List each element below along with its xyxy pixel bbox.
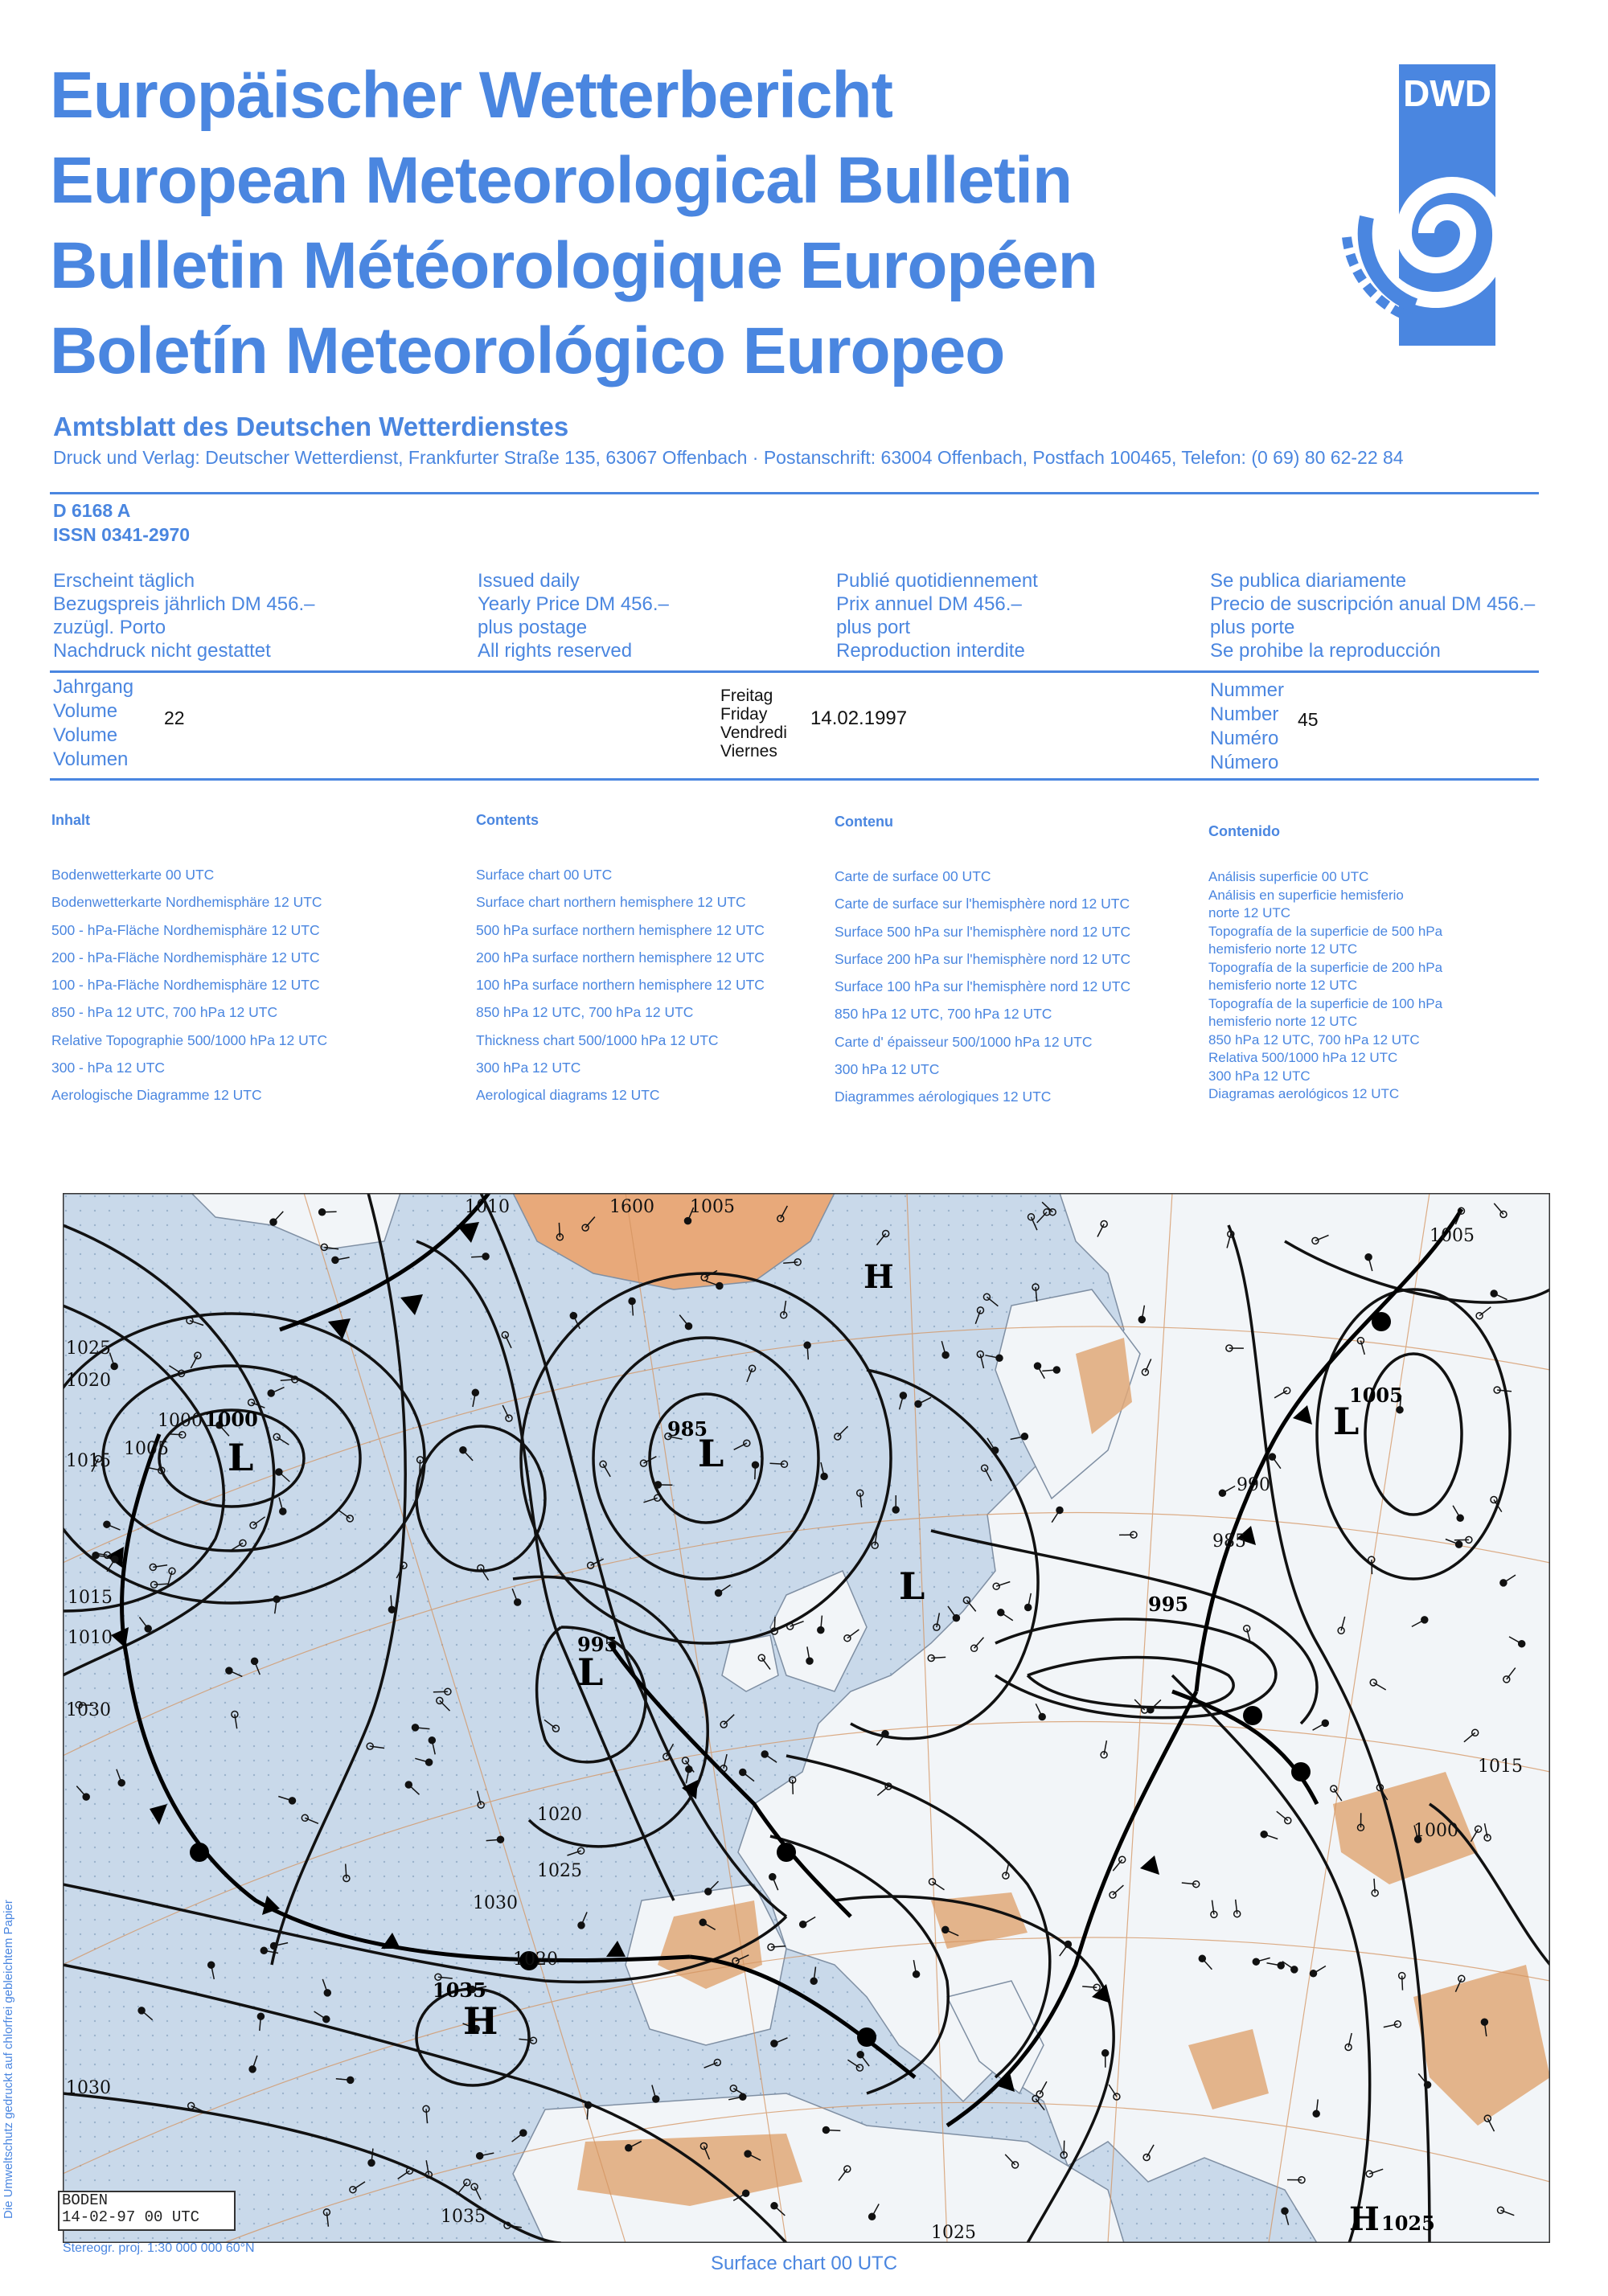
contents-item: Topografía de la superficie de 200 hPa bbox=[1208, 959, 1443, 975]
warm-front-semicircle bbox=[190, 1843, 209, 1862]
contents-item: Bodenwetterkarte Nordhemisphäre 12 UTC bbox=[51, 894, 322, 911]
issue-info-line: Publié quotidiennement bbox=[836, 570, 1038, 592]
low-pressure-center: L bbox=[1333, 1400, 1360, 1443]
day-label: Vendredi bbox=[720, 724, 787, 742]
high-pressure-center: H bbox=[1349, 2200, 1380, 2238]
high-pressure-center: H bbox=[863, 1258, 894, 1296]
pressure-center-value: 995 bbox=[577, 1633, 618, 1656]
contents-item: Carte de surface 00 UTC bbox=[835, 868, 991, 884]
low-pressure-center: L bbox=[228, 1436, 254, 1479]
isobar-label: 990 bbox=[1237, 1475, 1270, 1495]
pressure-center-value: 1000 bbox=[204, 1408, 258, 1431]
warm-front-semicircle bbox=[857, 2027, 876, 2047]
isobar-label: 1030 bbox=[66, 2078, 111, 2098]
warm-front-semicircle bbox=[777, 1843, 796, 1862]
isobar-label: 1020 bbox=[537, 1805, 582, 1825]
contents-item: 300 hPa 12 UTC bbox=[1208, 1068, 1311, 1084]
title-english: European Meteorological Bulletin bbox=[50, 144, 1073, 217]
volume-label: Volumen bbox=[53, 748, 129, 770]
issue-number: 45 bbox=[1298, 709, 1319, 730]
isobar-label: 1020 bbox=[66, 1371, 111, 1391]
contents-item: Topografía de la superficie de 100 hPa bbox=[1208, 995, 1443, 1011]
issn: ISSN 0341-2970 bbox=[53, 524, 191, 545]
title-french: Bulletin Météorologique Européen bbox=[50, 229, 1097, 302]
contents-item: Relativa 500/1000 hPa 12 UTC bbox=[1208, 1050, 1398, 1065]
isobar-label: 1030 bbox=[66, 1700, 111, 1720]
isobar-label: 1015 bbox=[1478, 1757, 1523, 1777]
contents-item: Surface 200 hPa sur l'hemisphère nord 12 UTC bbox=[835, 950, 1131, 967]
wind-barb bbox=[826, 2130, 840, 2131]
volume-labels bbox=[53, 675, 133, 772]
volume-value: 22 bbox=[164, 707, 185, 728]
contents-list-french bbox=[835, 868, 1130, 1117]
isobar-label: 1000 bbox=[158, 1411, 203, 1431]
issue-info-line: Nachdruck nicht gestattet bbox=[53, 640, 271, 662]
isobar-label: 1000 bbox=[1413, 1821, 1458, 1841]
issue-info-line: Yearly Price DM 456.– bbox=[478, 593, 669, 615]
warm-front-semicircle bbox=[1291, 1762, 1311, 1781]
station-marker bbox=[1261, 1831, 1267, 1838]
isobar-label: 1005 bbox=[690, 1197, 735, 1217]
issue-info-line: All rights reserved bbox=[478, 640, 633, 662]
contents-item: 200 hPa surface northern hemisphere 12 UTC bbox=[476, 949, 765, 966]
contents-item: 100 hPa surface northern hemisphere 12 UTC bbox=[476, 977, 765, 994]
isobar-label: 1030 bbox=[473, 1893, 518, 1913]
dwd-logo-text: DWD bbox=[1403, 72, 1491, 114]
isobar-label: 1035 bbox=[441, 2207, 486, 2227]
issue-info-line: plus postage bbox=[478, 617, 588, 638]
station-marker bbox=[942, 1926, 949, 1933]
contents-item: 850 hPa 12 UTC, 700 hPa 12 UTC bbox=[1208, 1031, 1420, 1048]
issue-info-line: plus port bbox=[836, 617, 911, 638]
issue-info-line: Precio de suscripción anual DM 456.– bbox=[1210, 593, 1536, 615]
contents-item: 300 - hPa 12 UTC bbox=[51, 1060, 166, 1076]
pressure-center-value: 985 bbox=[667, 1417, 708, 1441]
contents-item: Aerologische Diagramme 12 UTC bbox=[51, 1087, 262, 1104]
isobar-label: 1025 bbox=[931, 2223, 976, 2243]
title-german: Europäischer Wetterbericht bbox=[50, 59, 892, 132]
contents-heading-german: Inhalt bbox=[51, 812, 90, 828]
warm-front-semicircle bbox=[1372, 1312, 1391, 1331]
contents-item: Diagrammes aérologiques 12 UTC bbox=[835, 1089, 1052, 1105]
issue-info-german bbox=[53, 569, 315, 662]
contents-item: 500 - hPa-Fläche Nordhemisphäre 12 UTC bbox=[51, 921, 320, 938]
station-marker bbox=[112, 1556, 118, 1563]
contents-item: Thickness chart 500/1000 hPa 12 UTC bbox=[476, 1031, 719, 1048]
contents-item: 850 - hPa 12 UTC, 700 hPa 12 UTC bbox=[51, 1004, 278, 1021]
station-marker bbox=[915, 1400, 921, 1407]
contents-item: hemisferio norte 12 UTC bbox=[1208, 978, 1358, 993]
isobar-label: 1010 bbox=[68, 1628, 113, 1648]
contents-heading-french: Contenu bbox=[835, 814, 893, 830]
isobar-label: 1005 bbox=[1430, 1226, 1475, 1246]
wind-barb bbox=[559, 1223, 560, 1237]
isobar-label: 1600 bbox=[609, 1197, 654, 1217]
contents-list-german bbox=[51, 867, 327, 1115]
number-labels bbox=[1210, 679, 1284, 775]
wind-barb bbox=[755, 1465, 756, 1479]
issue-info-line: Bezugspreis jährlich DM 456.– bbox=[53, 593, 315, 615]
issue-info-line: Reproduction interdite bbox=[836, 640, 1025, 662]
isobar-label: 1025 bbox=[66, 1339, 111, 1359]
volume-label: Volume bbox=[53, 724, 118, 746]
contents-item: Análisis superficie 00 UTC bbox=[1208, 869, 1369, 884]
number-label: Numéro bbox=[1210, 728, 1279, 749]
low-pressure-center: L bbox=[577, 1650, 604, 1694]
contents-item: Relative Topographie 500/1000 hPa 12 UTC bbox=[51, 1031, 328, 1048]
contents-item: 200 - hPa-Fläche Nordhemisphäre 12 UTC bbox=[51, 949, 320, 966]
station-marker bbox=[1500, 1580, 1507, 1586]
title-spanish: Boletín Meteorológico Europeo bbox=[50, 314, 1005, 387]
stamp-line: 14-02-97 00 UTC bbox=[62, 2208, 200, 2226]
wind-barb bbox=[1402, 1976, 1403, 1991]
isobar-label: 1025 bbox=[537, 1861, 582, 1881]
issue-info-line: plus porte bbox=[1210, 617, 1295, 638]
contents-item: 300 hPa 12 UTC bbox=[476, 1060, 581, 1076]
divider bbox=[50, 670, 1539, 673]
projection-note: Stereogr. proj. 1:30 000 000 60°N bbox=[63, 2241, 255, 2255]
contents-item: Surface chart 00 UTC bbox=[476, 867, 613, 883]
contents-item: hemisferio norte 12 UTC bbox=[1208, 941, 1358, 957]
isobar-label: 985 bbox=[1212, 1531, 1246, 1552]
pressure-center-value: 1035 bbox=[433, 1978, 486, 2002]
low-pressure-center: L bbox=[698, 1432, 724, 1475]
station-marker bbox=[1219, 1490, 1225, 1496]
surface-weather-chart bbox=[63, 1193, 1550, 2243]
station-marker bbox=[1311, 1970, 1317, 1977]
issue-info-line: Se publica diariamente bbox=[1210, 570, 1407, 592]
contents-heading-spanish: Contenido bbox=[1208, 823, 1280, 839]
contents-item: 850 hPa 12 UTC, 700 hPa 12 UTC bbox=[476, 1004, 694, 1021]
issue-info-line: Prix annuel DM 456.– bbox=[836, 593, 1022, 615]
station-marker bbox=[570, 1313, 576, 1319]
pressure-center-value: 1005 bbox=[1349, 1384, 1403, 1407]
issue-info-line: Issued daily bbox=[478, 570, 580, 592]
pressure-center-value: 995 bbox=[1148, 1593, 1189, 1616]
divider bbox=[50, 778, 1539, 781]
number-label: Número bbox=[1210, 752, 1279, 773]
day-label: Friday bbox=[720, 705, 768, 724]
contents-item: Análisis en superficie hemisferio bbox=[1208, 887, 1404, 903]
publication-ids bbox=[53, 498, 190, 547]
wind-barb bbox=[793, 1780, 794, 1794]
issue-info-line: Se prohibe la reproducción bbox=[1210, 640, 1441, 662]
issue-info-line: Erscheint täglich bbox=[53, 570, 195, 592]
wind-barb bbox=[433, 1691, 448, 1692]
station-marker bbox=[104, 1521, 110, 1527]
station-marker bbox=[1035, 1363, 1041, 1369]
contents-item: 500 hPa surface northern hemisphere 12 UTC bbox=[476, 921, 765, 938]
number-label: Number bbox=[1210, 703, 1279, 725]
publisher-name: Amtsblatt des Deutschen Wetterdienstes bbox=[53, 412, 569, 441]
day-labels bbox=[720, 687, 787, 761]
volume-label: Jahrgang bbox=[53, 676, 134, 698]
day-label: Viernes bbox=[720, 742, 777, 761]
issue-info-english bbox=[478, 569, 669, 662]
low-pressure-center: L bbox=[899, 1564, 925, 1608]
contents-heading-english: Contents bbox=[476, 812, 539, 828]
bulletin-titles bbox=[50, 53, 1097, 394]
issue-info-spanish bbox=[1210, 569, 1535, 662]
number-label: Nummer bbox=[1210, 679, 1285, 701]
contents-item: norte 12 UTC bbox=[1208, 905, 1291, 920]
contents-item: Surface 100 hPa sur l'hemisphère nord 12 UTC bbox=[835, 978, 1131, 995]
isobar-label: 1015 bbox=[66, 1451, 111, 1471]
publisher-address: Druck und Verlag: Deutscher Wetterdienst, Frankfurter Straße 135, 63067 Offenbach · Postanschrift: 63004 Offenbach, Postfach 100465, Telefon: (0 69) 80 62-22 84 bbox=[53, 447, 1404, 468]
issue-info-line: zuzügl. Porto bbox=[53, 617, 166, 638]
station-marker bbox=[252, 1658, 258, 1664]
divider bbox=[50, 492, 1539, 494]
contents-item: Surface chart northern hemisphere 12 UTC bbox=[476, 894, 746, 911]
isobar-label: 1015 bbox=[68, 1588, 113, 1608]
stamp-line: BODEN bbox=[62, 2191, 109, 2209]
warm-front-semicircle bbox=[1243, 1706, 1262, 1725]
dwd-spiral-logo-icon bbox=[1319, 64, 1520, 346]
isobar-label: 1010 bbox=[465, 1197, 510, 1217]
contents-item: Carte d' épaisseur 500/1000 hPa 12 UTC bbox=[835, 1033, 1093, 1050]
issue-info-french bbox=[836, 569, 1038, 662]
chart-caption: Surface chart 00 UTC bbox=[710, 2253, 898, 2274]
contents-item: Surface 500 hPa sur l'hemisphère nord 12 UTC bbox=[835, 923, 1131, 940]
d-number: D 6168 A bbox=[53, 500, 131, 521]
contents-item: 850 hPa 12 UTC, 700 hPa 12 UTC bbox=[835, 1006, 1052, 1023]
pressure-center-value: 1025 bbox=[1381, 2212, 1435, 2235]
contents-item: hemisferio norte 12 UTC bbox=[1208, 1014, 1358, 1029]
contents-item: Aerological diagrams 12 UTC bbox=[476, 1087, 660, 1104]
contents-list-english bbox=[476, 867, 765, 1115]
contents-item: 100 - hPa-Fläche Nordhemisphäre 12 UTC bbox=[51, 977, 320, 994]
isobar-label: 1020 bbox=[513, 1950, 558, 1970]
station-marker bbox=[1457, 1515, 1463, 1521]
contents-item: Bodenwetterkarte 00 UTC bbox=[51, 867, 215, 883]
wind-barb bbox=[774, 1617, 775, 1631]
station-marker bbox=[1322, 1720, 1328, 1726]
isobar-label: 1005 bbox=[124, 1439, 169, 1459]
day-label: Freitag bbox=[720, 687, 773, 705]
contents-item: 300 hPa 12 UTC bbox=[835, 1061, 940, 1078]
issue-date: 14.02.1997 bbox=[810, 707, 908, 729]
volume-label: Volume bbox=[53, 700, 118, 722]
contents-item: Diagramas aerológicos 12 UTC bbox=[1208, 1086, 1400, 1101]
high-pressure-center: H bbox=[463, 1999, 498, 2043]
contents-list-spanish bbox=[1208, 868, 1442, 1104]
side-imprint: Die Umweltschutz gedruckt auf chlorfrei gebleichtem Papier bbox=[2, 1900, 15, 2219]
chart-stamp bbox=[58, 2191, 236, 2231]
contents-item: Topografía de la superficie de 500 hPa bbox=[1208, 923, 1443, 939]
contents-item: Carte de surface sur l'hemisphère nord 12 UTC bbox=[835, 896, 1130, 912]
